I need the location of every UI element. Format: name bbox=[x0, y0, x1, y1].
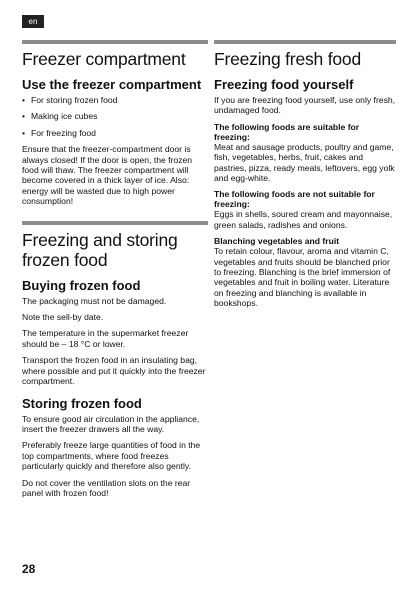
page-number: 28 bbox=[22, 562, 36, 576]
buying-heading: Buying frozen food bbox=[22, 277, 141, 293]
list-item: • For storing frozen food bbox=[22, 95, 208, 105]
paragraph: The packaging must not be damaged. bbox=[22, 295, 167, 306]
paragraph: Preferably freeze large quantities of food in the top compartments, where food freezes particularly quickly and therefore also gently. bbox=[22, 440, 201, 472]
door-warning: Ensure that the freezer-compartment door is always closed! If the door is open, the frozen food will thaw. The freezer compartment will become covered in a thick layer of ice. Also: energy will be wasted due to high power consumption! bbox=[22, 144, 193, 207]
paragraph: Meat and sausage products, poultry and game, fish, vegetables, herbs, fruit, cakes and pastries, pizza, ready meals, leftovers, egg yolk and egg-white. bbox=[214, 141, 395, 184]
paragraph: To ensure good air circulation in the appliance, insert the freezer drawers all the way. bbox=[22, 413, 200, 434]
paragraph: Do not cover the ventilation slots on the rear panel with frozen food! bbox=[22, 477, 191, 498]
paragraph: Note the sell-by date. bbox=[22, 312, 104, 323]
paragraph: To retain colour, flavour, aroma and vitamin C, vegetables and fruits should be blanched prior to freezing. Blanching is the brief immersion of vegetables and fruit in boiling water. Literature on freezing and blanching is available in bookshops. bbox=[214, 246, 391, 309]
left-column bbox=[22, 40, 208, 504]
section-divider bbox=[22, 40, 208, 44]
paragraph: The temperature in the supermarket freezer should be – 18 °C or lower. bbox=[22, 328, 189, 349]
list-item: • For freezing food bbox=[22, 128, 208, 138]
section-divider bbox=[22, 221, 208, 225]
suitable-heading: The following foods are suitable for freezing: bbox=[214, 121, 360, 142]
paragraph: Transport the frozen food in an insulating bag, where possible and put it quickly into the freezer compartment. bbox=[22, 355, 206, 387]
right-column bbox=[214, 40, 396, 315]
list-item: • Making ice cubes bbox=[22, 111, 208, 121]
freezing-yourself-heading: Freezing food yourself bbox=[214, 77, 354, 92]
freezing-storing-title: Freezing and storing frozen food bbox=[22, 229, 178, 270]
language-tag: en bbox=[22, 15, 44, 28]
freezing-fresh-food-title: Freezing fresh food bbox=[214, 49, 361, 69]
paragraph: Eggs in shells, soured cream and mayonnaise, green salads, radishes and onions. bbox=[214, 209, 393, 230]
use-freezer-heading: Use the freezer compartment bbox=[22, 77, 202, 92]
section-divider bbox=[214, 40, 396, 44]
freezer-compartment-title: Freezer compartment bbox=[22, 49, 186, 69]
storing-heading: Storing frozen food bbox=[22, 395, 142, 411]
not-suitable-heading: The following foods are not suitable for freezing: bbox=[214, 189, 375, 210]
paragraph: If you are freezing food yourself, use only fresh, undamaged food. bbox=[214, 95, 396, 116]
use-list bbox=[22, 95, 208, 138]
blanching-heading: Blanching vegetables and fruit bbox=[214, 236, 340, 247]
